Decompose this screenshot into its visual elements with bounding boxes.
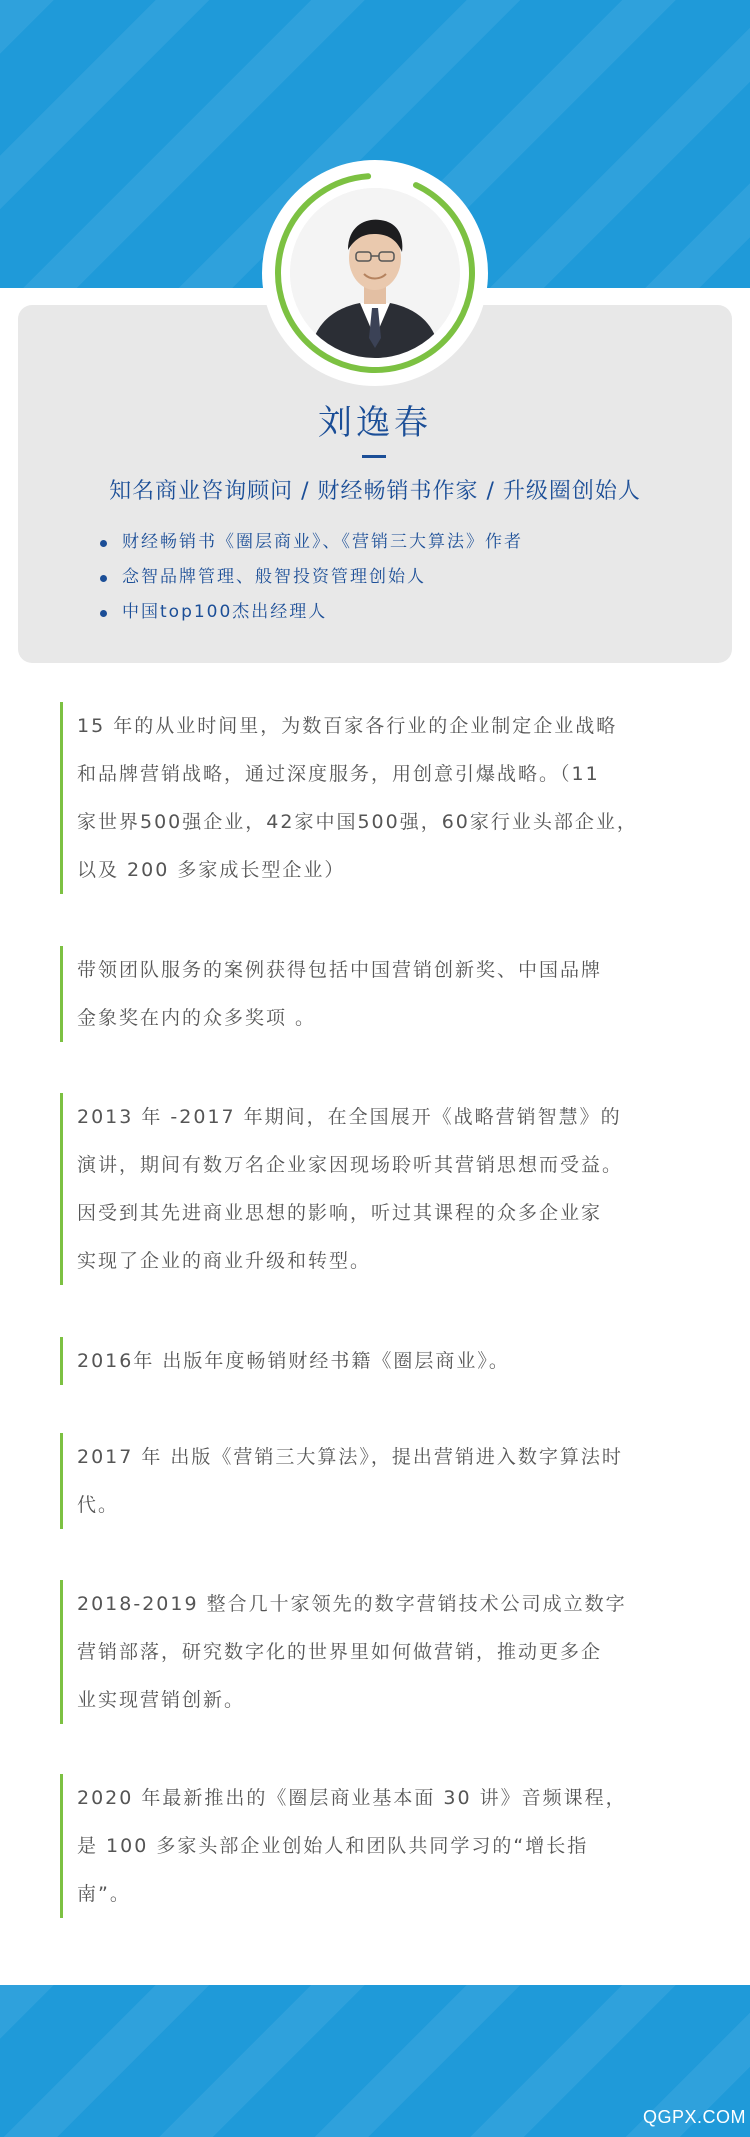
person-titles: 知名商业咨询顾问 / 财经畅销书作家 / 升级圈创始人	[109, 479, 641, 504]
portrait-photo	[290, 188, 460, 358]
bottom-banner	[0, 1985, 750, 2137]
name-divider	[362, 455, 386, 458]
avatar	[262, 160, 488, 386]
awards-paragraph: 带领团队服务的案例获得包括中国营销创新奖、中国品牌 金象奖在内的众多奖项 。	[60, 946, 717, 1042]
bullet-dot-icon	[100, 610, 107, 617]
career-paragraph: 15 年的从业时间里，为数百家各行业的企业制定企业战略 和品牌营销战略，通过深度服务，用创意引爆战略。（11 家世界500强企业，42家中国500强，60家行业头部企业， 以及 200 多家成长型企业）	[60, 702, 717, 894]
person-name: 刘逸春	[318, 403, 432, 443]
book-2017-paragraph: 2017 年 出版《营销三大算法》，提出营销进入数字算法时 代。	[60, 1433, 717, 1529]
achievement-item: 念智品牌管理、般智投资管理创始人	[100, 560, 523, 595]
book-2016-paragraph: 2016年 出版年度畅销财经书籍《圈层商业》。	[60, 1337, 717, 1385]
speech-paragraph: 2013 年 -2017 年期间，在全国展开《战略营销智慧》的 演讲，期间有数万名企业家因现场聆听其营销思想而受益。 因受到其先进商业思想的影响，听过其课程的众多企业家 实现了企业的商业升级和转型。	[60, 1093, 717, 1285]
bullet-dot-icon	[100, 540, 107, 547]
achievement-item: 中国top100杰出经理人	[100, 595, 523, 630]
site-watermark: QGPX.COM	[642, 2107, 746, 2127]
person-silhouette-icon	[290, 188, 460, 358]
digital-tribe-paragraph: 2018-2019 整合几十家领先的数字营销技术公司成立数字 营销部落，研究数字化的世界里如何做营销，推动更多企 业实现营销创新。	[60, 1580, 717, 1724]
achievement-list	[100, 525, 523, 630]
bullet-dot-icon	[100, 575, 107, 582]
achievement-item: 财经畅销书《圈层商业》、《营销三大算法》作者	[100, 525, 523, 560]
audio-course-paragraph: 2020 年最新推出的《圈层商业基本面 30 讲》音频课程， 是 100 多家头部企业创始人和团队共同学习的“增长指 南”。	[60, 1774, 717, 1918]
